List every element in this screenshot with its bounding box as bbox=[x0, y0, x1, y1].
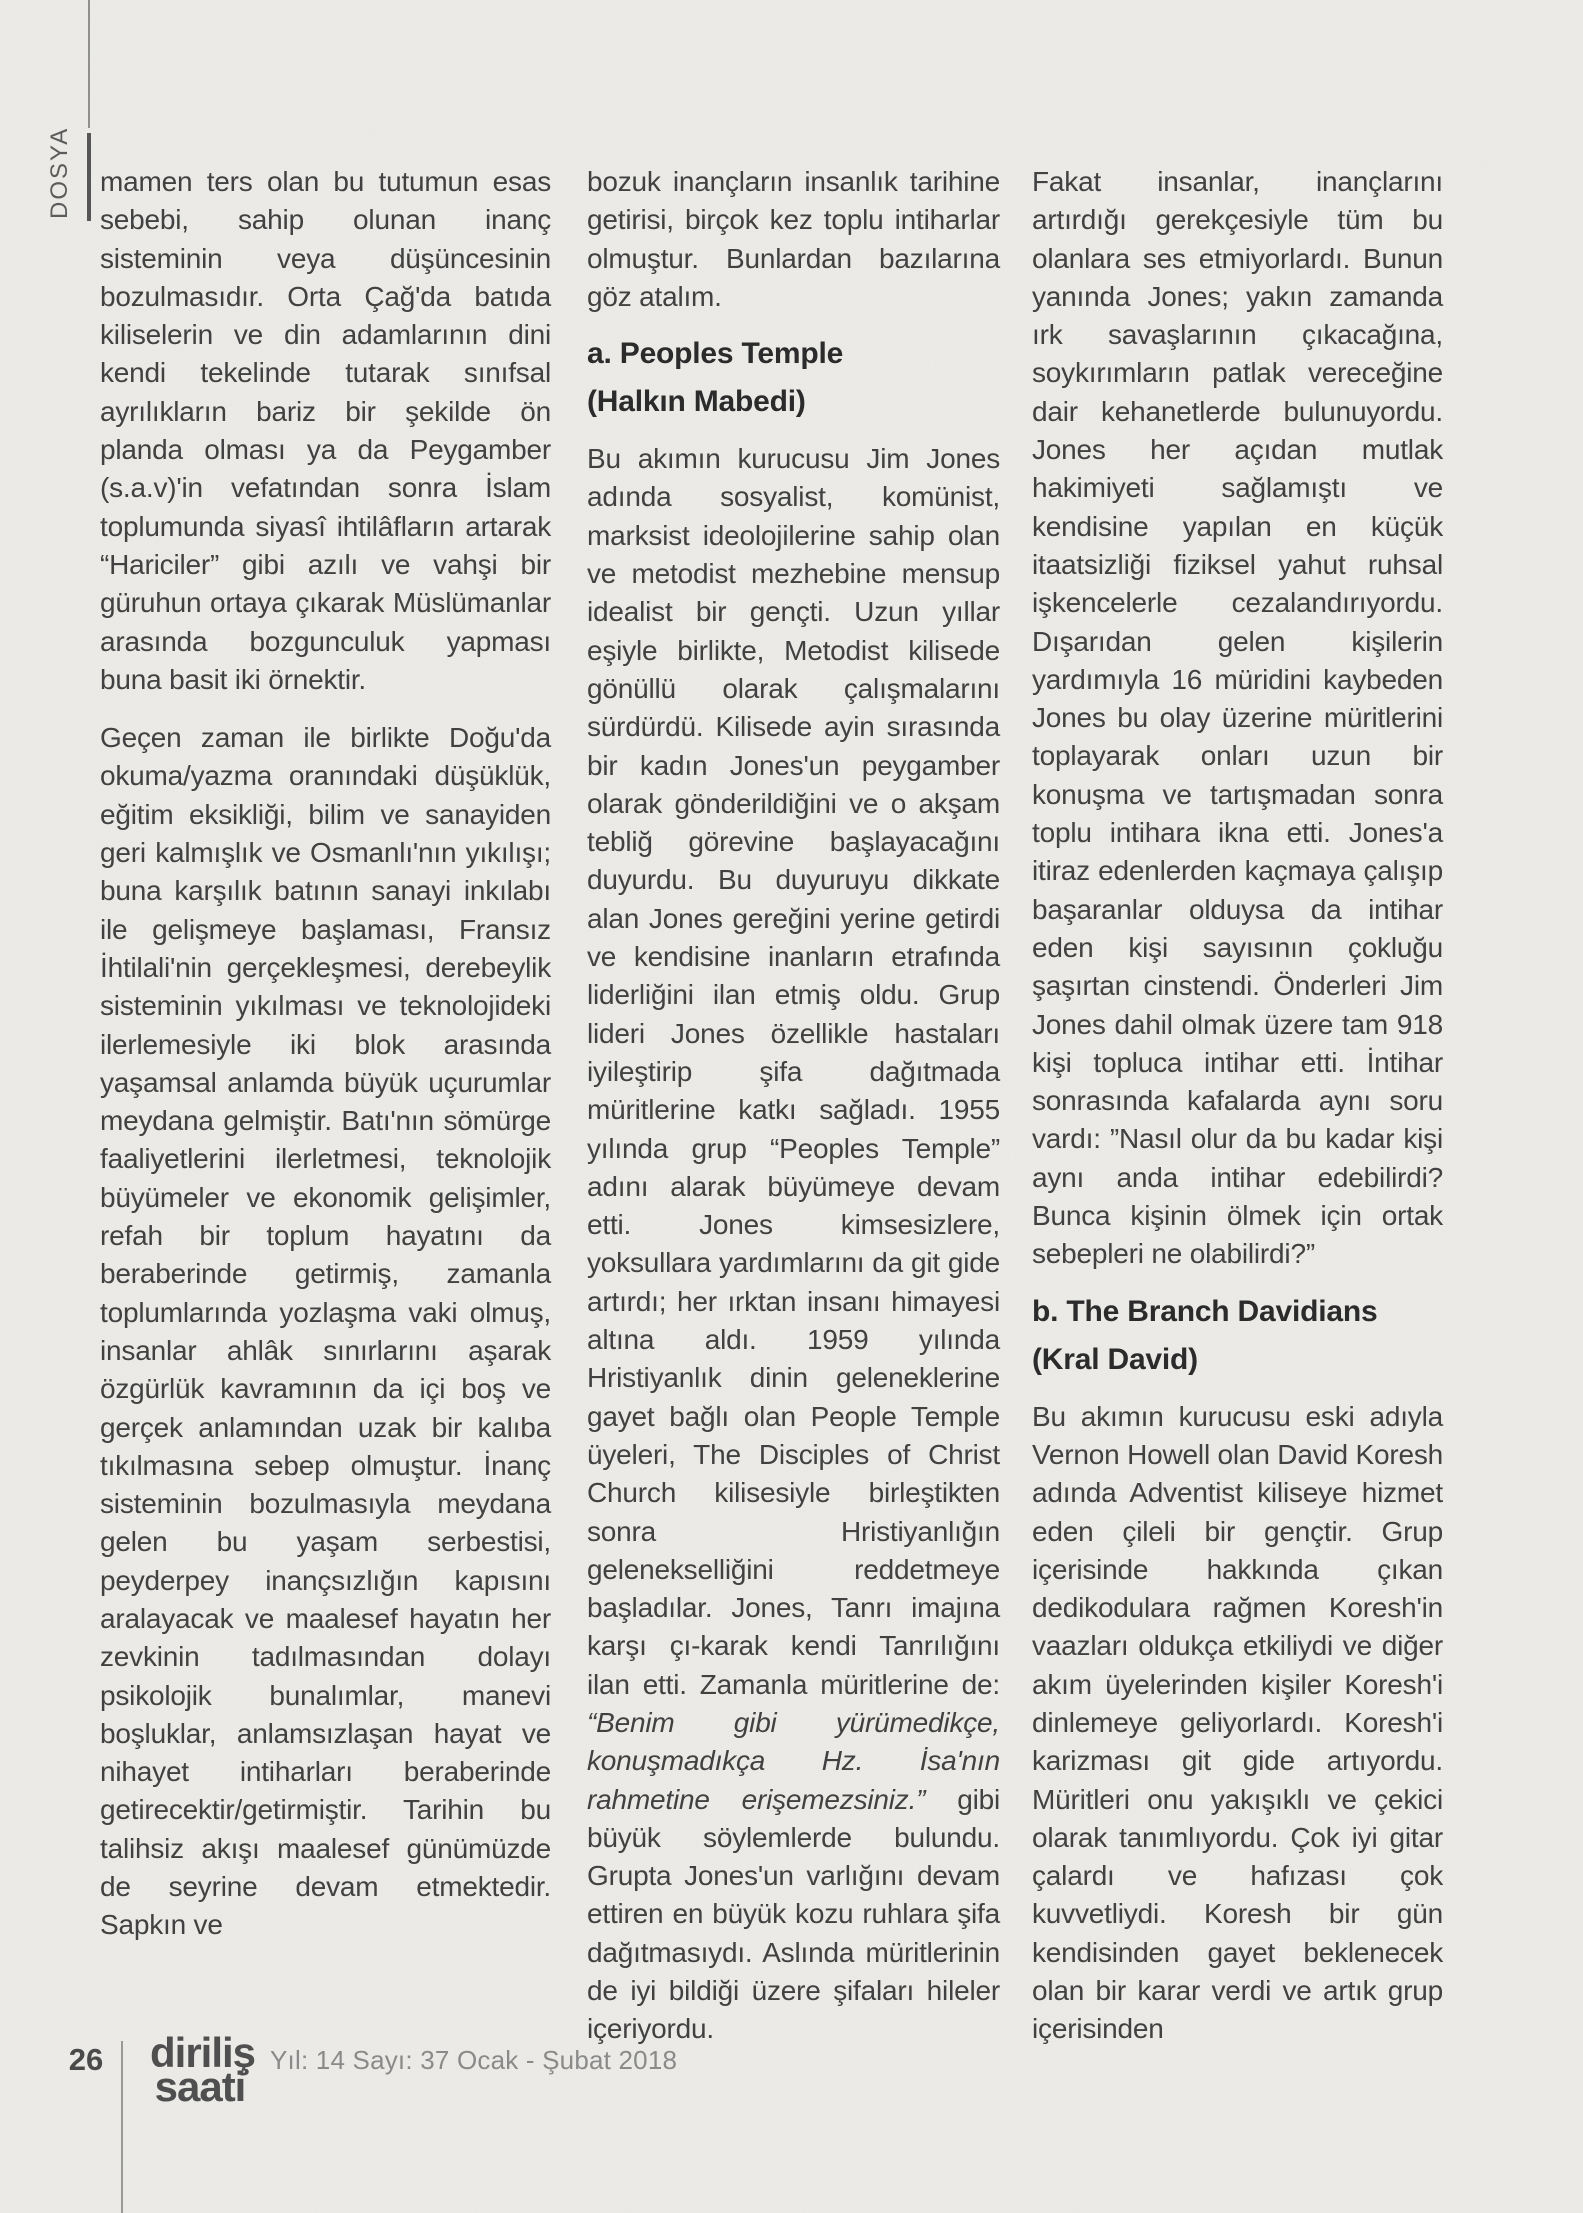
footer-divider-line bbox=[121, 2041, 123, 2213]
text-column-3 bbox=[1032, 163, 1443, 2049]
text-column-1 bbox=[100, 163, 551, 1945]
quoted-speech: “Benim gibi yürümedikçe, konuşmadıkça Hz. İsa'nın rahmetine erişemezsiniz.” bbox=[587, 1706, 1000, 1815]
paragraph: mamen ters olan bu tutumun esas sebebi, sahip olunan inanç sisteminin veya düşüncesinin bozulmasıdır. Orta Çağ'da batıda kiliselerin ve din adamlarının dini kendi tekelinde tutarak sınıfsal ayrılıkların bariz bir şekilde ön planda olması ya da Peygamber (s.a.v)'in vefatından sonra İslam toplumunda siyasî ihtilâfların artarak “Hariciler” gibi azılı ve vahşi bir güruhun ortaya çıkarak Müslümanlar arasında bozgunculuk yapması buna basit iki örnektir. bbox=[100, 166, 551, 695]
issue-info: Yıl: 14 Sayı: 37 Ocak - Şubat 2018 bbox=[270, 2045, 678, 2075]
page-number: 26 bbox=[68, 2042, 104, 2077]
section-subheading-b: (Kral David) bbox=[1032, 1342, 1198, 1376]
paragraph: Fakat insanlar, inançlarını artırdığı gerekçesiyle tüm bu olanlara ses etmiyorlardı. Bunun yanında Jones; yakın zamanda ırk savaşlarının çıkacağına, soykırımların patlak vereceğine dair kehanetlerde bulunuyordu. Jones her açıdan mutlak hakimiyeti sağlamıştı ve kendisine yapılan en küçük itaatsizliği fiziksel yahut ruhsal işkencelerle cezalandırıyordu. Dışarıdan gelen kişilerin yardımıyla 16 müridini kaybeden Jones bu olay üzerine müritlerini toplayarak onları uzun bir konuşma ve tartışmadan sonra toplu intihara ikna etti. Jones'a itiraz edenlerden kaçmaya çalışıp başaranlar olduysa da intihar eden kişi sayısının çokluğu şaşırtan cinstendi. Önderleri Jim Jones dahil olmak üzere tam 918 kişi topluca intihar etti. İntihar sonrasında kafalarda aynı soru vardı: ”Nasıl olur da bu kadar kişi aynı anda intihar edebilirdi? Bunca kişinin ölmek için ortak sebepleri ne olabilirdi?” bbox=[1032, 166, 1443, 1270]
body-text: gibi büyük söylemlerde bulundu. Grupta Jones'un varlığını devam ettiren en büyük kozu ruhlara şifa dağıtmasıydı. Aslında müritlerinin de iyi bildiği üzere şifaları hileler içeriyordu. bbox=[587, 1783, 1000, 2045]
section-heading-b: b. The Branch Davidians bbox=[1032, 1294, 1378, 1328]
section-heading-a: a. Peoples Temple bbox=[587, 337, 844, 371]
paragraph: Geçen zaman ile birlikte Doğu'da okuma/yazma oranındaki düşüklük, eğitim eksikliği, bilim ve sanayiden geri kalmışlık ve Osmanlı'nın yıkılışı; buna karşılık batının sanayi inkılabı ile gelişmeye başlaması, Fransız İhtilali'nin gerçekleşmesi, derebeylik sisteminin yıkılması ve teknolojideki ilerlemesiyle iki blok arasında yaşamsal anlamda büyük uçurumlar meydana gelmiştir. Batı'nın sömürge faaliyetlerini ilerletmesi, teknolojik büyümeler ve ekonomik gelişimler, refah bir toplum hayatını da beraberinde getirmiş, zamanla toplumlarında yozlaşma vaki olmuş, insanlar ahlâk sınırlarını aşarak özgürlük kavramının da içi boş ve gerçek anlamından uzak bir kalıba tıkılmasına sebep olmuştur. İnanç sisteminin bozulmasıyla meydana gelen bu yaşam serbestisi, peyderpey inançsızlığın kapısını aralayacak ve maalesef hayatın her zevkinin tadılmasından dolayı psikolojik bunalımlar, manevi boşluklar, anlamsızlaşan hayat ve nihayet intiharları beraberinde getirecektir/getirmiştir. Tarihin bu talihsiz akışı maalesef günümüzde de seyrine devam etmektedir. Sapkın ve bbox=[100, 722, 551, 1941]
magazine-logo bbox=[150, 2029, 256, 2110]
section-subheading-a: (Halkın Mabedi) bbox=[587, 385, 806, 419]
section-rail-accent bbox=[87, 133, 91, 221]
paragraph bbox=[587, 440, 1000, 2048]
logo-line-1: diriliş bbox=[150, 2029, 256, 2076]
section-rail-line bbox=[88, 0, 90, 128]
text-column-2 bbox=[587, 163, 1000, 2049]
section-label: DOSYA bbox=[46, 126, 73, 219]
paragraph: bozuk inançların insanlık tarihine getirisi, birçok kez toplu intiharlar olmuştur. Bunlardan bazılarına göz atalım. bbox=[587, 166, 1000, 312]
body-text: Bu akımın kurucusu Jim Jones adında sosyalist, komünist, marksist ideolojilerine sahip olan ve metodist mezhebine mensup idealist bir gençti. Uzun yıllar eşiyle birlikte, Metodist kilisede gönüllü olarak çalışmalarını sürdürdü. Kilisede ayin sırasında bir kadın Jones'un peygamber olarak gönderildiğini ve o akşam tebliğ görevine başlayacağını duyurdu. Bu duyuruyu dikkate alan Jones gereğini yerine getirdi ve kendisine inanların etrafında liderliğini ilan etmiş oldu. Grup lideri Jones özellikle hastaları iyileştirip şifa dağıtmada müritlerine katkı sağladı. 1955 yılında grup “Peoples Temple” adını alarak büyümeye devam etti. Jones kimsesizlere, yoksullara yardımlarını da git gide artırdı; her ırktan insanı himayesi altına aldı. 1959 yılında Hristiyanlık dinin geleneklerine gayet bağlı olan People Temple üyeleri, The Disciples of Christ Church kilisesiyle birleştikten sonra Hristiyanlığın gelenekselliğini reddetmeye başladılar. Jones, Tanrı imajına karşı çı-karak kendi Tanrılığını ilan etti. Zamanla müritlerine de: bbox=[587, 443, 1000, 1700]
paragraph: Bu akımın kurucusu eski adıyla Vernon Howell olan David Koresh adında Adventist kiliseye hizmet eden çileli bir gençtir. Grup içerisinde hakkında çıkan dedikodulara rağmen Koresh'in vaazları oldukça etkiliydi ve diğer akım üyelerinden kişiler Koresh'i dinlemeye geliyorlardı. Koresh'i karizması git gide artıyordu. Müritleri onu yakışıklı ve çekici olarak tanımlıyordu. Çok iyi gitar çalardı ve hafızası çok kuvvetliydi. Koresh bir gün kendisinden gayet beklenecek olan bir karar verdi ve artık grup içerisinden bbox=[1032, 1400, 1443, 2045]
logo-line-2: saati bbox=[154, 2063, 246, 2110]
